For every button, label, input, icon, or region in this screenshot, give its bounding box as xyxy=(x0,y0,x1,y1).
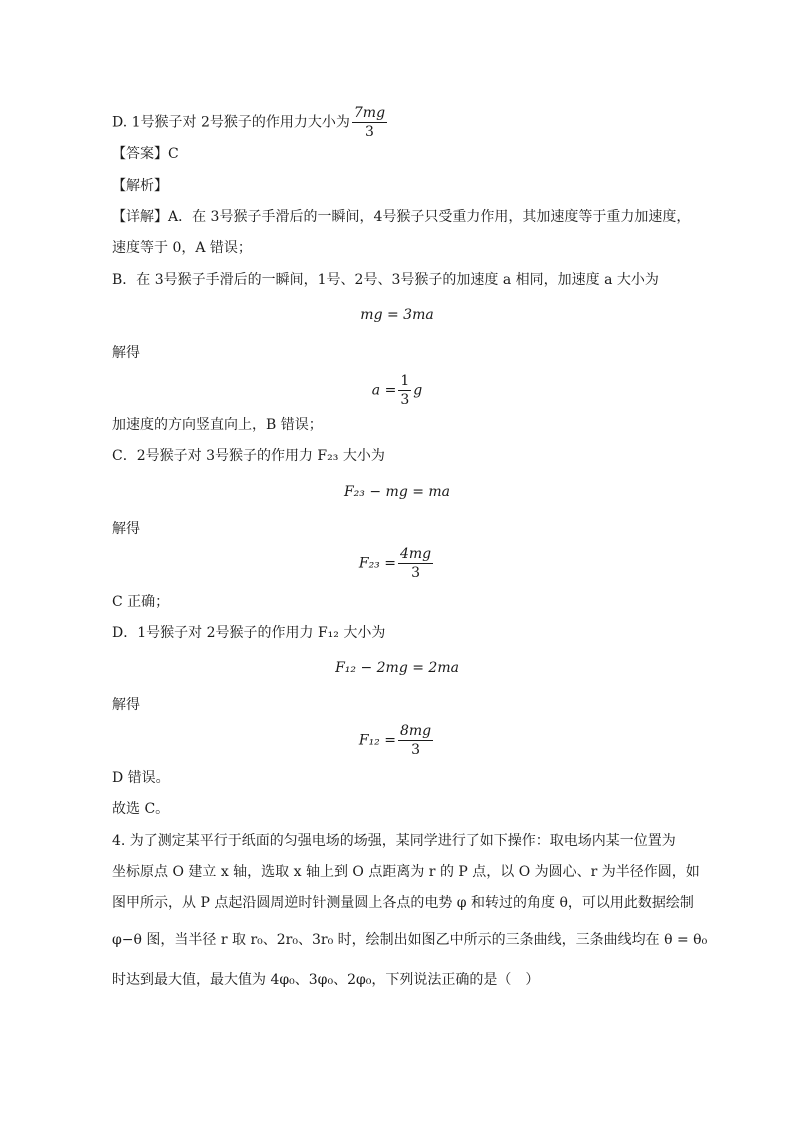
part-c-result: F₂₃ = $\frac{4mg}{3}$ xyxy=(358,546,432,581)
q4-line-4: φ−θ 图，当半径 r 取 r₀、2r₀、3r₀ 时，绘制出如图乙中所示的三条曲线，三条曲线均在 θ = θ₀ xyxy=(112,932,708,948)
part-d-equation: F₁₂ − 2mg = 2ma xyxy=(335,660,459,676)
part-d-line: D．1号猴子对 2号猴子的作用力 F₁₂ 大小为 xyxy=(112,625,386,641)
part-b-conclusion: 加速度的方向竖直向上，B 错误； xyxy=(112,417,323,433)
part-b-equation: mg = 3ma xyxy=(360,307,434,323)
analysis-tag: 【解析】 xyxy=(112,178,168,194)
part-b-solve: 解得 xyxy=(112,345,140,361)
part-b-result: a = $\frac{1}{3}$ g xyxy=(371,373,423,408)
part-c-conclusion: C 正确； xyxy=(112,594,170,610)
choose-line: 故选 C。 xyxy=(112,801,170,817)
part-d-result: F₁₂ = $\frac{8mg}{3}$ xyxy=(358,723,432,758)
q4-line-2: 坐标原点 O 建立 x 轴，选取 x 轴上到 O 点距离为 r 的 P 点，以 O 为圆心、r 为半径作圆，如 xyxy=(112,864,700,880)
part-b-line: B．在 3号猴子手滑后的一瞬间，1号、2号、3号猴子的加速度 a 相同，加速度 a 大小为 xyxy=(112,272,659,288)
part-c-line: C．2号猴子对 3号猴子的作用力 F₂₃ 大小为 xyxy=(112,448,385,464)
option-d-fraction: $\frac{7mg}{3}$ xyxy=(353,105,386,140)
part-c-equation: F₂₃ − mg = ma xyxy=(343,484,451,500)
part-d-conclusion: D 错误。 xyxy=(112,770,170,786)
option-d-text: D. 1号猴子对 2号猴子的作用力大小为 xyxy=(112,114,350,131)
detail-line-2: 速度等于 0，A 错误； xyxy=(112,240,252,256)
answer-line xyxy=(112,144,179,164)
q4-line-1: 4. 为了测定某平行于纸面的匀强电场的场强，某同学进行了如下操作：取电场内某一位置为 xyxy=(112,833,676,849)
q4-line-5: 时达到最大值，最大值为 4φ₀、3φ₀、2φ₀，下列说法正确的是（ ） xyxy=(112,972,540,988)
answer-tag: 【答案】 xyxy=(112,146,168,162)
part-c-fraction: $\frac{4mg}{3}$ xyxy=(399,546,432,581)
q4-line-3: 图甲所示，从 P 点起沿圆周逆时针测量圆上各点的电势 φ 和转过的角度 θ，可以用此数据绘制 xyxy=(112,895,694,911)
answer-value: C xyxy=(168,146,179,162)
option-d-line xyxy=(112,104,389,141)
part-d-fraction: $\frac{8mg}{3}$ xyxy=(399,723,432,758)
part-d-solve: 解得 xyxy=(112,697,140,713)
detail-line-1: 【详解】A．在 3号猴子手滑后的一瞬间，4号猴子只受重力作用，其加速度等于重力加速度， xyxy=(112,209,691,225)
part-b-fraction: $\frac{1}{3}$ xyxy=(400,373,410,408)
part-c-solve: 解得 xyxy=(112,521,140,537)
